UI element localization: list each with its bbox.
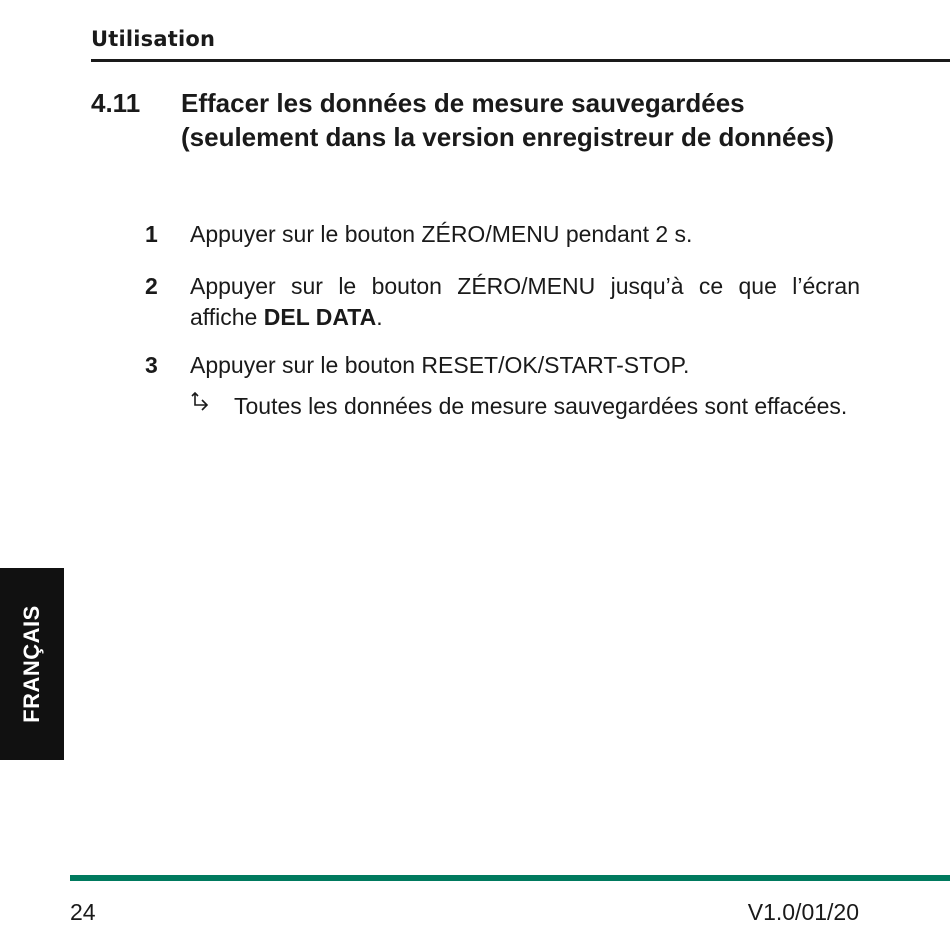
header-rule [91, 59, 950, 62]
section-number: 4.11 [91, 88, 141, 118]
footer-rule [70, 875, 950, 881]
step-text: Appuyer sur le bouton RESET/OK/START-STOP. [190, 352, 690, 378]
result-text: Toutes les données de mesure sauvegardées sont effacées. [234, 393, 848, 419]
step-number: 1 [145, 221, 158, 247]
step-text-part: . [376, 304, 383, 330]
step-item [145, 350, 860, 381]
page-number: 24 [70, 899, 96, 925]
running-header: Utilisation [91, 27, 216, 51]
step-text: Appuyer sur le bouton ZÉRO/MENU pendant 2 s. [190, 221, 693, 247]
step-text-part: Appuyer sur le bouton ZÉRO/MENU jusqu’à ce que l’écran affiche [190, 273, 860, 330]
display-message: DEL DATA [263, 304, 377, 330]
step-item [145, 219, 860, 250]
language-tab-label: FRANÇAIS [19, 605, 44, 723]
step-text [190, 271, 860, 333]
step-number: 3 [145, 352, 158, 378]
version-label: V1.0/01/20 [747, 899, 859, 925]
step-result [190, 391, 860, 422]
result-arrow-icon [190, 391, 214, 415]
step-number: 2 [145, 273, 158, 299]
step-item [145, 271, 860, 333]
section-title: Effacer les données de mesure sauvegardées (seulement dans la version enregistreur de données) [181, 88, 835, 152]
language-tab [0, 568, 64, 760]
